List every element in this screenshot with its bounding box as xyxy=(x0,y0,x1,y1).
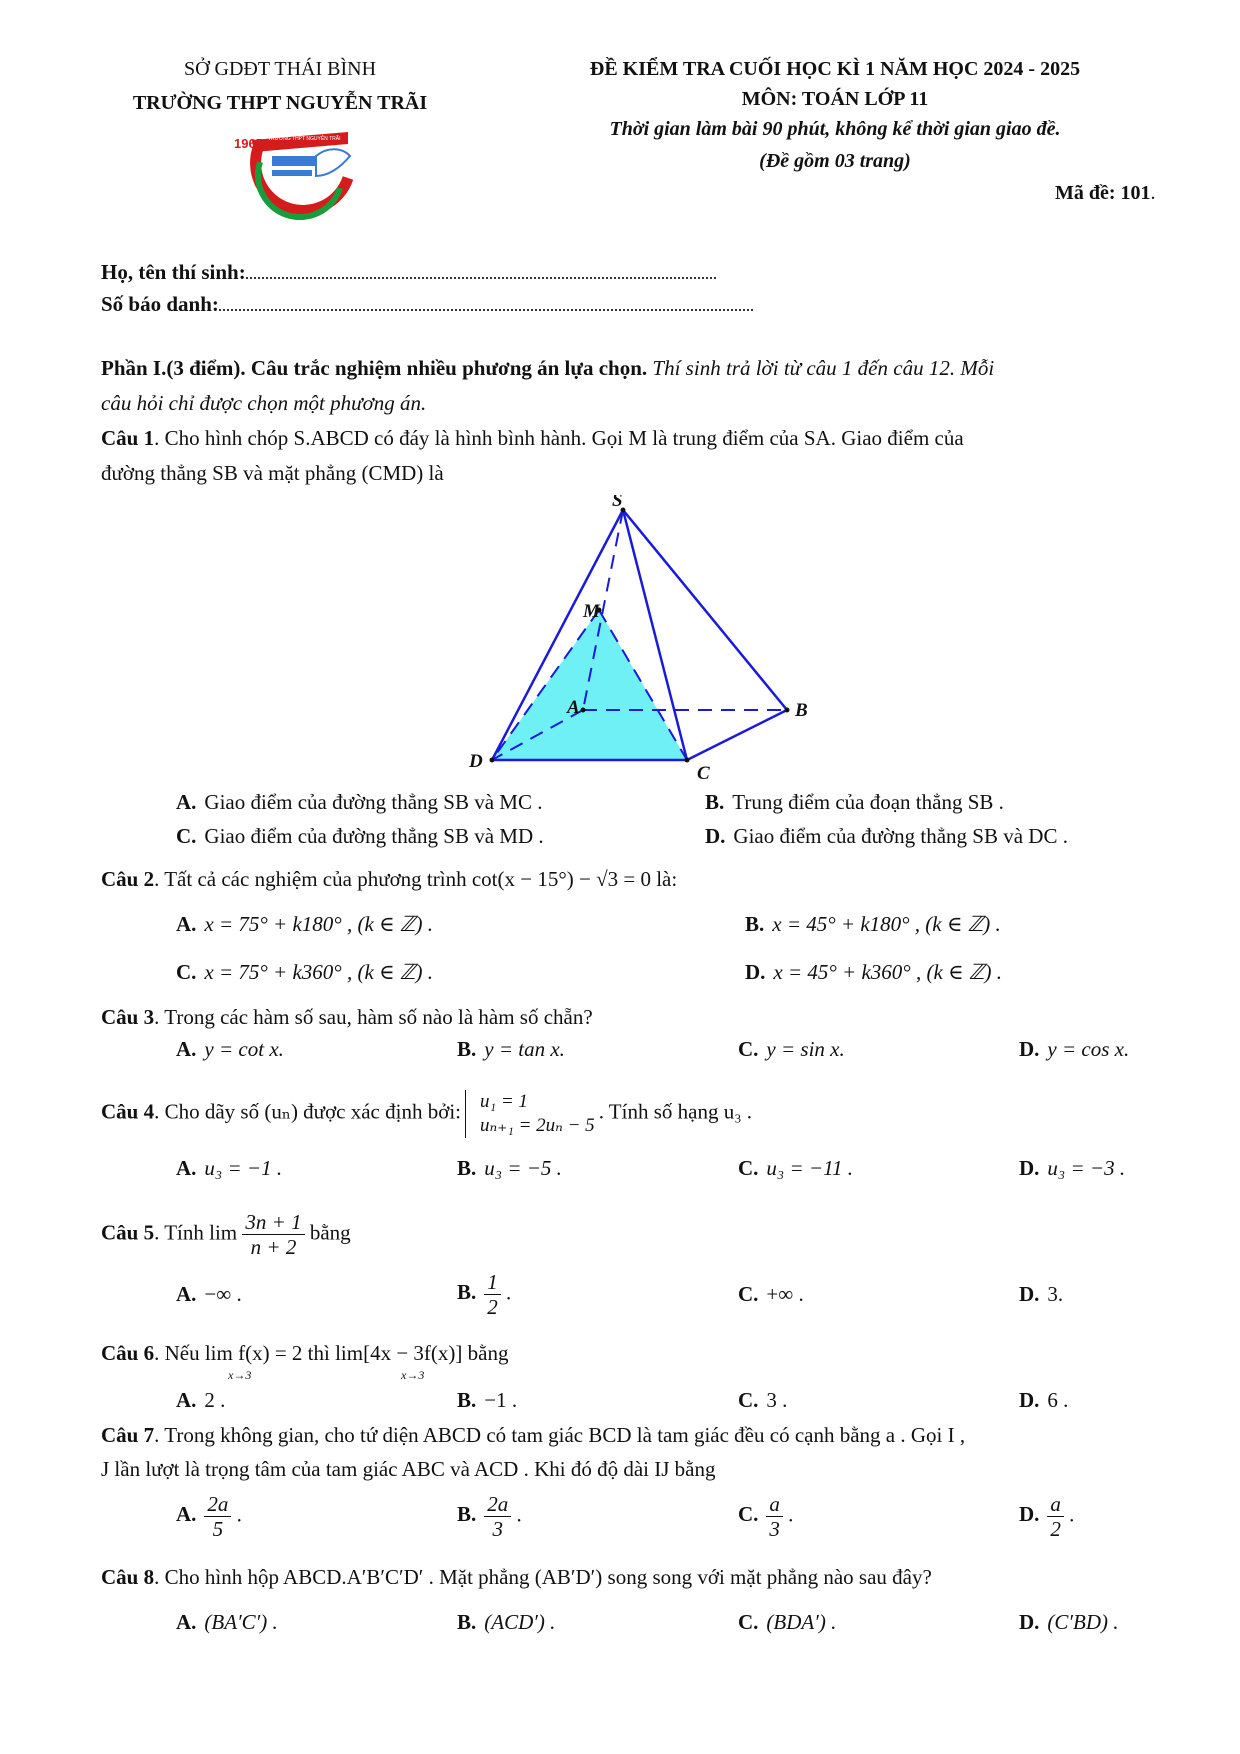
pyramid-figure xyxy=(455,495,815,780)
limit-subscript-1: x→3 xyxy=(228,1368,252,1382)
question-3: Câu 3. Trong các hàm số sau, hàm số nào là hàm số chẵn? xyxy=(101,1005,593,1029)
q5-option-c[interactable]: C. +∞ . xyxy=(738,1282,804,1306)
logo-text: TRƯỜNG THPT NGUYỄN TRÃI xyxy=(268,136,341,142)
student-name-row xyxy=(101,256,716,289)
q4-option-d[interactable]: D. u₃ = −3 . xyxy=(1019,1156,1126,1180)
q8-option-c[interactable]: C. (BDA′) . xyxy=(738,1610,837,1634)
pages-note: (Đề gồm 03 trang) xyxy=(759,150,911,172)
exam-code: Mã đề: 101. xyxy=(1055,182,1156,204)
q2-option-b[interactable]: B. x = 45° + k180° , (k ∈ ℤ) . xyxy=(745,912,1001,936)
part1-heading-line2: câu hỏi chỉ được chọn một phương án. xyxy=(101,391,427,415)
q7-option-a[interactable]: A. $\frac{2a}{5}$ . xyxy=(176,1492,242,1542)
q6-option-a[interactable]: A. 2 . xyxy=(176,1388,226,1412)
label-B: B xyxy=(795,700,808,721)
question-7-line2: J lần lượt là trọng tâm của tam giác ABC và ACD . Khi đó độ dài IJ bằng xyxy=(101,1457,716,1481)
q3-option-a[interactable]: A. y = cot x. xyxy=(176,1037,284,1061)
q1-option-d[interactable]: D. Giao điểm của đường thẳng SB và DC . xyxy=(705,824,1068,848)
label-M: M xyxy=(583,601,600,622)
q1-option-a[interactable]: A. Giao điểm của đường thẳng SB và MC . xyxy=(176,790,543,814)
question-7: Câu 7. Trong không gian, cho tứ diện ABCD có tam giác BCD là tam giác đều có cạnh bằng a . Gọi I , xyxy=(101,1423,966,1447)
q5-option-b[interactable]: B. $\frac{1}{2}$ . xyxy=(457,1270,512,1320)
q3-option-b[interactable]: B. y = tan x. xyxy=(457,1037,565,1061)
student-id-field xyxy=(219,309,753,311)
q6-option-c[interactable]: C. 3 . xyxy=(738,1388,788,1412)
question-1-line2: đường thẳng SB và mặt phẳng (CMD) là xyxy=(101,461,444,485)
student-id-label: Số báo danh: xyxy=(101,292,219,316)
q6-option-b[interactable]: B. −1 . xyxy=(457,1388,518,1412)
time-note: Thời gian làm bài 90 phút, không kể thời gian giao đề. xyxy=(609,118,1061,140)
limit-subscript-2: x→3 xyxy=(401,1368,425,1382)
limit-fraction: $\frac{3n + 1}{n + 2}$ xyxy=(242,1210,304,1259)
q4-option-c[interactable]: C. u₃ = −11 . xyxy=(738,1156,854,1180)
q7-option-c[interactable]: C. $\frac{a}{3}$ . xyxy=(738,1492,794,1542)
q3-option-c[interactable]: C. y = sin x. xyxy=(738,1037,845,1061)
q4-option-b[interactable]: B. u₃ = −5 . xyxy=(457,1156,562,1180)
q7-option-d[interactable]: D. $\frac{a}{2}$ . xyxy=(1019,1492,1075,1542)
q4-option-a[interactable]: A. u₃ = −1 . xyxy=(176,1156,283,1180)
q5-option-a[interactable]: A. −∞ . xyxy=(176,1282,242,1306)
q2-option-c[interactable]: C. x = 75° + k360° , (k ∈ ℤ) . xyxy=(176,960,433,984)
q6-option-d[interactable]: D. 6 . xyxy=(1019,1388,1069,1412)
logo-year: 1965 xyxy=(234,136,263,151)
exam-title: ĐỀ KIỂM TRA CUỐI HỌC KÌ 1 NĂM HỌC 2024 - 2025 xyxy=(589,58,1081,80)
q2-option-a[interactable]: A. x = 75° + k180° , (k ∈ ℤ) . xyxy=(176,912,433,936)
part1-heading: Phần I.(3 điểm). Câu trắc nghiệm nhiều phương án lựa chọn. Thí sinh trả lời từ câu 1 đến câu 12. Mỗi xyxy=(101,356,995,380)
student-id-row xyxy=(101,288,753,321)
label-S: S xyxy=(612,495,623,511)
q1-option-c[interactable]: C. Giao điểm của đường thẳng SB và MD . xyxy=(176,824,544,848)
question-6: Câu 6. Nếu lim f(x) = 2 thì lim[4x − 3f(x)] bằng xyxy=(101,1341,509,1365)
department-name: SỞ GDĐT THÁI BÌNH xyxy=(183,58,377,80)
question-5: Câu 5. Tính lim $\frac{3n + 1}{n + 2}$ bằng xyxy=(101,1210,351,1260)
q1-option-b[interactable]: B. Trung điểm của đoạn thẳng SB . xyxy=(705,790,1004,814)
question-4: Câu 4. Cho dãy số (uₙ) được xác định bởi: u₁ = 1 uₙ₊₁ = 2uₙ − 5 . Tính số hạng u₃ . xyxy=(101,1091,753,1136)
recurrence-system: u₁ = 1 uₙ₊₁ = 2uₙ − 5 xyxy=(465,1090,595,1138)
label-A: A xyxy=(567,697,580,718)
q2-option-d[interactable]: D. x = 45° + k360° , (k ∈ ℤ) . xyxy=(745,960,1002,984)
q5-option-d[interactable]: D. 3. xyxy=(1019,1282,1064,1306)
student-name-label: Họ, tên thí sinh: xyxy=(101,260,246,284)
q7-option-b[interactable]: B. $\frac{2a}{3}$ . xyxy=(457,1492,522,1542)
q8-option-b[interactable]: B. (ACD′) . xyxy=(457,1610,556,1634)
school-name: TRƯỜNG THPT NGUYỄN TRÃI xyxy=(132,92,428,114)
q8-option-a[interactable]: A. (BA′C′) . xyxy=(176,1610,278,1634)
question-8: Câu 8. Cho hình hộp ABCD.A′B′C′D′ . Mặt phẳng (AB′D′) song song với mặt phẳng nào sau đây? xyxy=(101,1565,932,1589)
q8-option-d[interactable]: D. (C′BD) . xyxy=(1019,1610,1119,1634)
question-1: Câu 1. Cho hình chóp S.ABCD có đáy là hình bình hành. Gọi M là trung điểm của SA. Giao điểm của xyxy=(101,426,964,450)
label-D: D xyxy=(469,751,483,772)
label-C: C xyxy=(697,763,710,780)
subject-title: MÔN: TOÁN LỚP 11 xyxy=(741,88,929,110)
student-name-field xyxy=(246,277,716,279)
school-logo xyxy=(228,126,378,226)
q3-option-d[interactable]: D. y = cos x. xyxy=(1019,1037,1130,1061)
question-2: Câu 2. Tất cả các nghiệm của phương trình cot(x − 15°) − √3 = 0 là: xyxy=(101,867,678,891)
